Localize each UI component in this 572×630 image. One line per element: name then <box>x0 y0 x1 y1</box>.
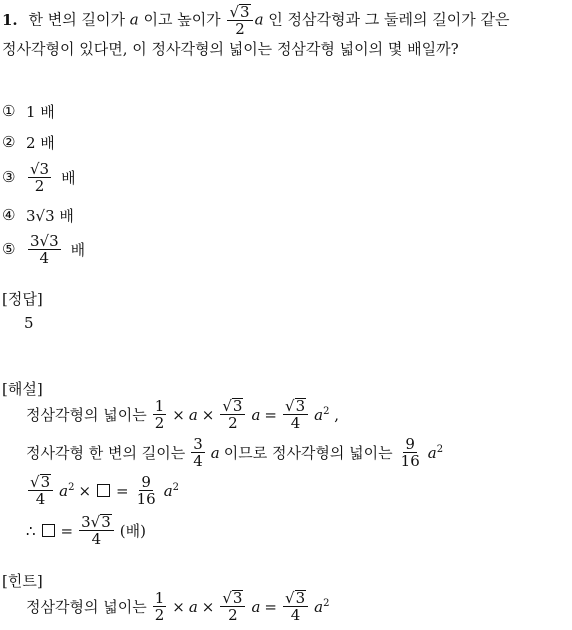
option-2-marker: ② <box>2 133 16 151</box>
explanation-line-2: 정사각형 한 변의 길이는 $\frac{3}{4}$ a 이므로 정사각형의 넓이는 $\frac{9}{16}$ $a^2$ <box>26 435 444 470</box>
explanation-line-4: ∴ = 3 √ 3 4 (배) <box>26 513 146 548</box>
explanation-line-1-text: 정삼각형의 넓이는 <box>26 406 147 424</box>
question-text-pre: 한 변의 길이가 <box>28 10 125 29</box>
height-fraction: √ 3 2 <box>227 4 252 37</box>
hint-label: [힌트] <box>2 572 43 590</box>
option-5-fraction: $\frac{3√3}{4}$ <box>30 231 59 267</box>
question-line-1: 1. 한 변의 길이가 a 이고 높이가 √ 3 2 a 인 정삼각형과 그 둘레의 길이가 같은 <box>2 3 510 38</box>
answer-value: 5 <box>24 314 34 332</box>
option-4-marker: ④ <box>2 206 16 224</box>
explanation-line-4-suffix: (배) <box>119 522 146 540</box>
option-3-suffix: 배 <box>61 168 76 187</box>
blank-box <box>97 484 110 497</box>
question-text-mid: 이고 높이가 <box>143 10 221 29</box>
question-line-2: 정사각형이 있다면, 이 정사각형의 넓이는 정삼각형 넓이의 몇 배일까? <box>2 40 459 58</box>
option-1-text: 1 배 <box>26 102 55 121</box>
option-3-marker: ③ <box>2 168 16 186</box>
hint-line-1: 정삼각형의 넓이는 $\frac{1}{2}$ × a × √ 3 2 a = √ 3 4 $a^2$ <box>26 589 330 624</box>
option-2-text: 2 배 <box>26 133 55 152</box>
option-1[interactable] <box>2 96 55 126</box>
explanation-line-1: 정삼각형의 넓이는 $\frac{1}{2}$ × a × √ 3 2 a = √ 3 4 $a^2$ , <box>26 397 339 432</box>
option-3-fraction: $\frac{√3}{2}$ <box>30 159 50 195</box>
option-5-suffix: 배 <box>70 240 86 259</box>
explanation-label: [해설] <box>2 380 43 398</box>
option-5[interactable] <box>2 231 86 267</box>
explanation-line-2-text: 정사각형 한 변의 길이는 <box>26 444 186 462</box>
question-text-post: 인 정삼각형과 그 둘레의 길이가 같은 <box>268 10 510 29</box>
option-5-marker: ⑤ <box>2 240 16 258</box>
option-3[interactable] <box>2 159 76 195</box>
explanation-line-2-mid: 이므로 정사각형의 넓이는 <box>223 444 393 462</box>
question-number: 1. <box>2 10 18 29</box>
explanation-line-3: √ 3 4 $a^2$ × = $\frac{9}{16}$ $a^2$ <box>30 473 180 508</box>
answer-label: [정답] <box>2 290 43 308</box>
option-2[interactable] <box>2 127 55 157</box>
therefore-symbol: ∴ <box>26 521 36 540</box>
option-1-marker: ① <box>2 102 16 120</box>
hint-line-1-text: 정삼각형의 넓이는 <box>26 598 147 616</box>
question-var-a: a <box>129 10 139 29</box>
blank-box-answer <box>42 524 55 537</box>
option-4[interactable] <box>2 200 74 230</box>
option-4-text: 3√3 배 <box>26 206 74 225</box>
